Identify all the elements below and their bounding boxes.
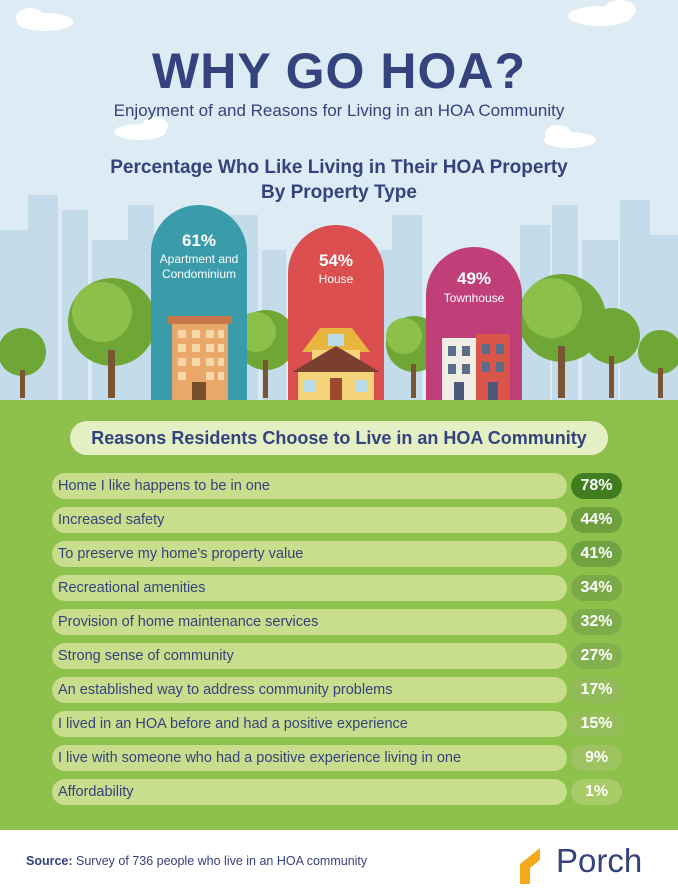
reasons-chart-title: Reasons Residents Choose to Live in an HOA Community — [70, 421, 608, 455]
reason-row — [52, 541, 622, 567]
porch-logo — [518, 840, 658, 884]
reason-row — [52, 473, 622, 499]
house-percent: 54% — [318, 251, 354, 270]
reason-row — [52, 575, 622, 601]
reason-label: I live with someone who had a positive experience living in one — [58, 750, 462, 766]
source-text: Survey of 736 people who live in an HOA community — [72, 854, 368, 868]
house-illustration — [292, 326, 380, 400]
reason-row — [52, 745, 622, 771]
reason-row — [52, 779, 622, 805]
reason-row — [52, 507, 622, 533]
source-note — [26, 854, 367, 868]
reason-value-label: 1% — [584, 783, 609, 800]
main-subtitle: Enjoyment of and Reasons for Living in an HOA Community — [113, 101, 565, 120]
reason-value-label: 27% — [580, 647, 613, 664]
reason-row — [52, 609, 622, 635]
apartment-building-illustration — [168, 312, 232, 400]
footer — [0, 830, 678, 895]
reason-value-label: 44% — [580, 511, 613, 528]
reason-value-label: 41% — [580, 545, 613, 562]
reason-value-label: 9% — [584, 749, 609, 766]
reason-row — [52, 643, 622, 669]
reason-row — [52, 711, 622, 737]
reason-value-label: 78% — [580, 477, 613, 494]
apartment-label-line1: Apartment and — [159, 252, 239, 266]
reason-label: Home I like happens to be in one — [58, 478, 270, 494]
property-chart-title-line2: By Property Type — [261, 182, 417, 203]
reason-label: To preserve my home's property value — [58, 546, 304, 562]
property-chart-title-line1: Percentage Who Like Living in Their HOA Property — [110, 157, 568, 178]
reason-label: An established way to address community problems — [58, 682, 393, 698]
reason-label: Provision of home maintenance services — [58, 614, 319, 630]
reason-row — [52, 677, 622, 703]
reason-label: I lived in an HOA before and had a positive experience — [58, 716, 408, 732]
porch-logo-text: Porch — [556, 842, 643, 879]
townhouse-percent: 49% — [456, 269, 492, 288]
source-label: Source: — [26, 854, 73, 868]
reason-value-label: 34% — [580, 579, 613, 596]
apartment-percent: 61% — [181, 231, 217, 250]
apartment-label-line2: Condominium — [161, 267, 237, 281]
house-label: House — [318, 272, 354, 286]
townhouse-illustration — [442, 334, 510, 400]
main-title: WHY GO HOA? — [152, 43, 526, 99]
reason-value-label: 32% — [580, 613, 613, 630]
reason-value-label: 17% — [580, 681, 613, 698]
reason-label: Affordability — [58, 784, 134, 800]
reason-label: Increased safety — [58, 512, 165, 528]
porch-logo-mark-icon — [518, 844, 552, 884]
townhouse-label: Townhouse — [443, 291, 505, 305]
reason-label: Recreational amenities — [58, 580, 206, 596]
reason-label: Strong sense of community — [58, 648, 234, 664]
reason-value-label: 15% — [580, 715, 613, 732]
